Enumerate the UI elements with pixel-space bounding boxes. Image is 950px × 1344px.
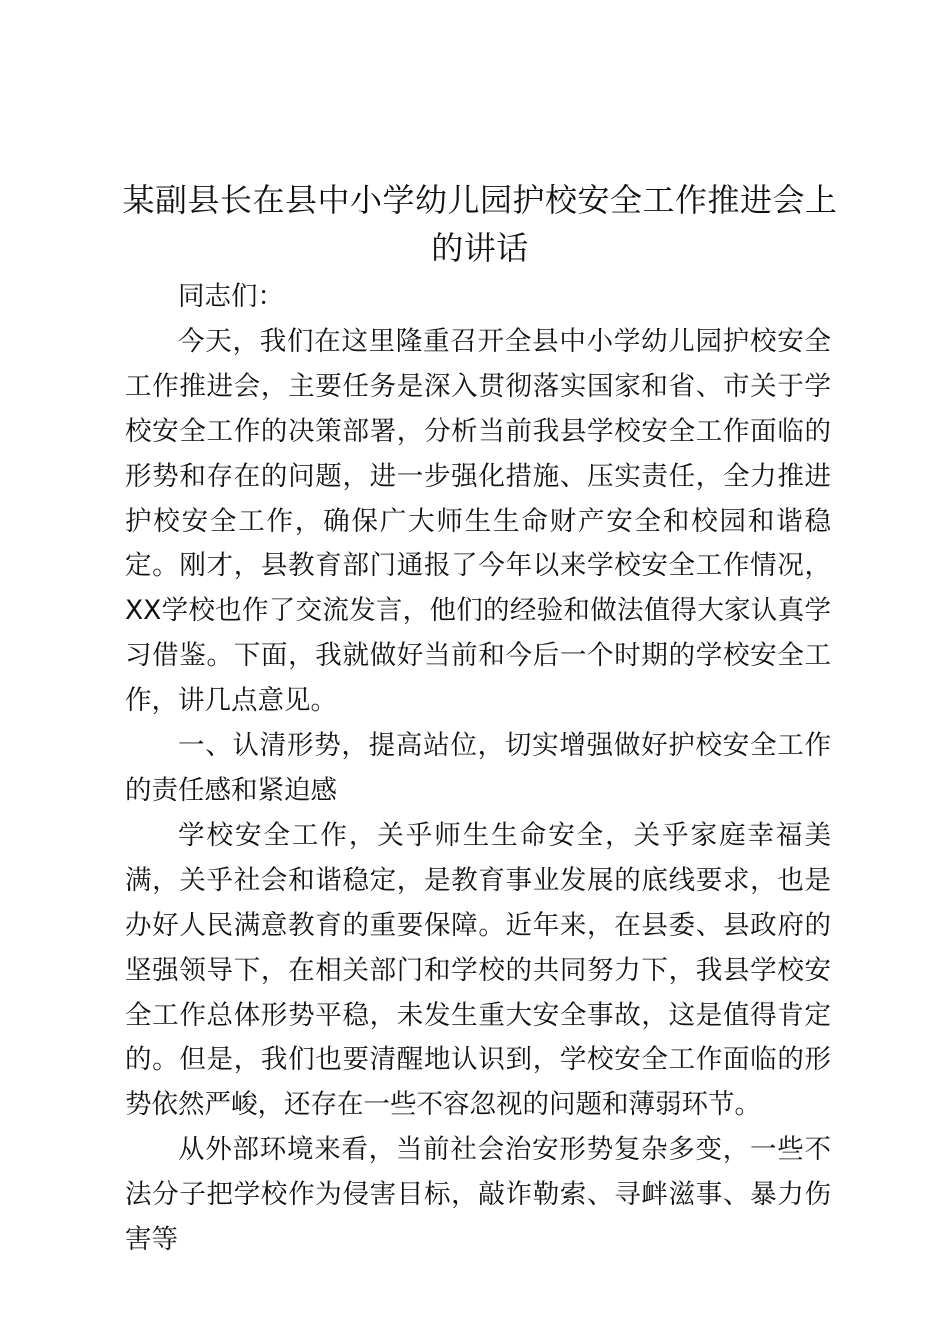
section-heading-1: 一、认清形势，提高站位，切实增强做好护校安全工作的责任感和紧迫感	[125, 730, 831, 806]
paragraph-external-environment: 从外部环境来看，当前社会治安形势复杂多变，一些不法分子把学校作为侵害目标，敲诈勒索、寻衅滋事、暴力伤害等	[125, 1134, 831, 1256]
document-title: 某副县长在县中小学幼儿园护校安全工作推进会上的讲话	[122, 181, 838, 267]
paragraph-intro: 今天，我们在这里隆重召开全县中小学幼儿园护校安全工作推进会，主要任务是深入贯彻落实国家和省、市关于学校安全工作的决策部署，分析当前我县学校安全工作面临的形势和存在的问题，进一步强化措施、压实责任，全力推进护校安全工作，确保广大师生生命财产安全和校园和谐稳定。刚才，县教育部门通报了今年以来学校安全工作情况，XX学校也作了交流发言，他们的经验和做法值得大家认真学习借鉴。下面，我就做好当前和今后一个时期的学校安全工作，讲几点意见。	[125, 325, 831, 717]
document-body	[125, 275, 831, 1263]
salutation: 同志们：	[178, 281, 284, 312]
paragraph-situation: 学校安全工作，关乎师生生命安全，关乎家庭幸福美满，关乎社会和谐稳定，是教育事业发展的底线要求，也是办好人民满意教育的重要保障。近年来，在县委、县政府的坚强领导下，在相关部门和学校的共同努力下，我县学校安全工作总体形势平稳，未发生重大安全事故，这是值得肯定的。但是，我们也要清醒地认识到，学校安全工作面临的形势依然严峻，还存在一些不容忽视的问题和薄弱环节。	[125, 819, 831, 1121]
